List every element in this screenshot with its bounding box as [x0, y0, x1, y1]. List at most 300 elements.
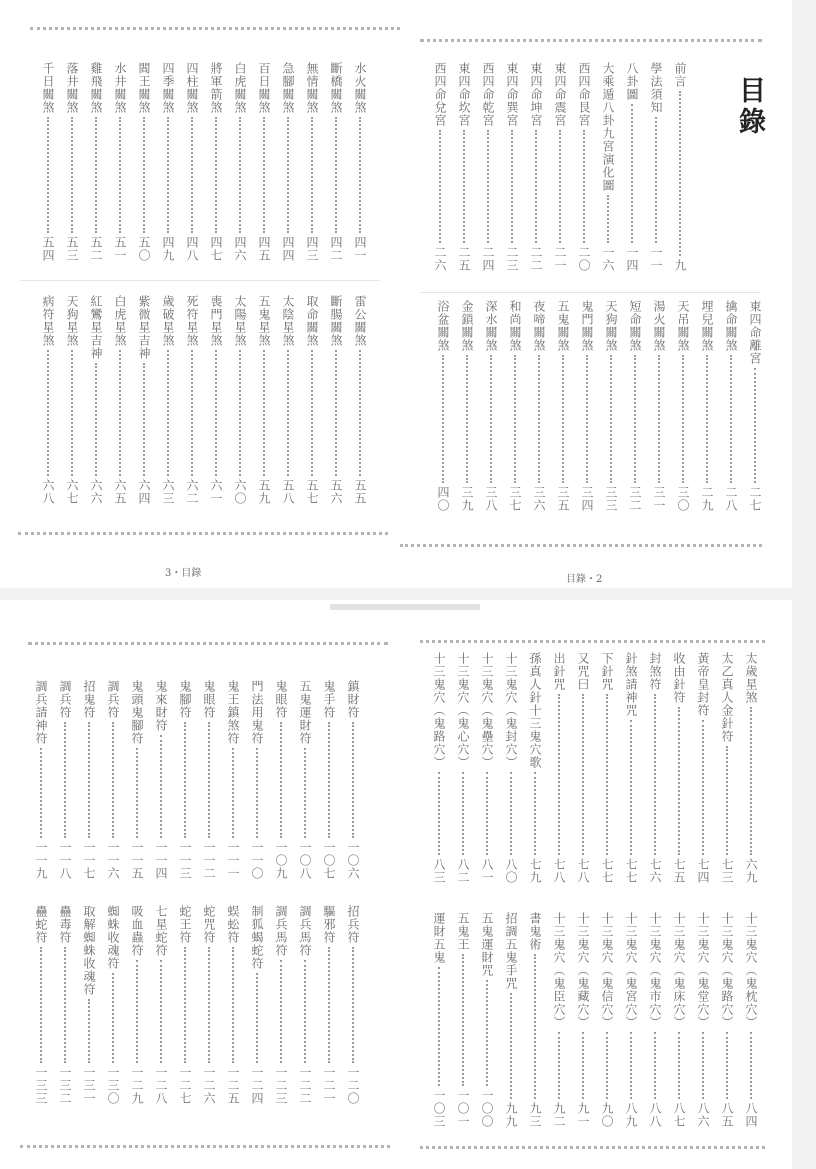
- toc-entry: [431, 300, 455, 512]
- toc-entry-title: 吸血蟲符: [130, 905, 144, 957]
- toc-entry: [599, 300, 623, 512]
- dot-leader: [359, 117, 361, 233]
- toc-entry-title: 金鎖關煞: [460, 300, 474, 352]
- toc-entry-title: 東四命震宮: [553, 62, 567, 127]
- toc-entry: [499, 652, 523, 884]
- toc-entry-title: 千日關煞: [41, 62, 55, 114]
- toc-entry: [523, 912, 547, 1128]
- dot-leader: [486, 772, 488, 855]
- toc-entry-page-number: 一二七: [178, 1066, 192, 1105]
- toc-entry-title: 下針咒: [600, 652, 614, 691]
- toc-entry-title: 夜啼關煞: [532, 300, 546, 352]
- toc-entry-title: 東四命坤宮: [529, 62, 543, 127]
- toc-entry-title: 大乘遁八卦九宮演化圖: [601, 62, 615, 192]
- toc-entry-title: 和尚關煞: [508, 300, 522, 352]
- dot-leader: [136, 960, 138, 1063]
- dot-leader: [702, 720, 704, 855]
- toc-entry: [132, 62, 156, 262]
- toc-entry: [527, 300, 551, 512]
- toc-entry-title: 死符星煞: [185, 295, 199, 347]
- toc-heading: 目錄: [734, 76, 765, 138]
- dot-leader: [280, 960, 282, 1063]
- toc-entry-page-number: 九〇: [600, 1102, 614, 1128]
- toc-entry-page-number: 七六: [648, 858, 662, 884]
- dot-leader: [630, 720, 632, 855]
- toc-entry: [293, 905, 317, 1105]
- toc-entry-title: 十三鬼穴（鬼藏穴）: [576, 912, 590, 1029]
- toc-entry: [197, 680, 221, 880]
- toc-entry-title: 斷腸關煞: [329, 295, 343, 347]
- toc-entry-title: 又咒曰: [576, 652, 590, 691]
- toc-entry-title: 無情關煞: [305, 62, 319, 114]
- toc-entry-title: 蛇咒符: [202, 905, 216, 944]
- dot-leader: [143, 117, 145, 233]
- toc-entry-page-number: 六一: [209, 479, 223, 505]
- toc-entry-title: 西四命乾宮: [481, 62, 495, 127]
- toc-entry-title: 十三鬼穴（鬼市穴）: [648, 912, 662, 1029]
- toc-entry-title: 紫微星吉神: [137, 295, 151, 360]
- dot-leader: [702, 1032, 704, 1099]
- toc-entry-page-number: 八三: [432, 858, 446, 884]
- toc-entry-title: 百日關煞: [257, 62, 271, 114]
- toc-entry-page-number: 一一五: [130, 841, 144, 880]
- toc-entry-page-number: 一三二: [58, 1066, 72, 1105]
- toc-entry: [53, 905, 77, 1105]
- dot-leader: [490, 355, 492, 483]
- dot-leader: [559, 130, 561, 243]
- toc-entry-page-number: 四三: [305, 236, 319, 262]
- top-ornament-border: [420, 640, 765, 647]
- dot-leader: [311, 117, 313, 233]
- dot-leader: [328, 722, 330, 838]
- toc-section-lower: [20, 905, 365, 1105]
- toc-entry-page-number: 二一: [553, 246, 567, 272]
- dot-leader: [304, 960, 306, 1063]
- toc-entry-title: 急腳關煞: [281, 62, 295, 114]
- toc-entry-page-number: 三二: [628, 486, 642, 512]
- dot-leader: [167, 350, 169, 476]
- dot-leader: [40, 947, 42, 1063]
- toc-entry-title: 調兵符: [58, 680, 72, 719]
- toc-entry-page-number: 六〇: [233, 479, 247, 505]
- dot-leader: [112, 722, 114, 838]
- dot-leader: [112, 973, 114, 1063]
- toc-entry-title: 招鬼符: [82, 680, 96, 719]
- toc-entry: [691, 912, 715, 1128]
- dot-leader: [143, 363, 145, 476]
- dot-leader: [208, 722, 210, 838]
- toc-entry-page-number: 一〇七: [322, 841, 336, 880]
- toc-entry: [36, 62, 60, 262]
- toc-entry: [451, 652, 475, 884]
- dot-leader: [678, 1032, 680, 1099]
- toc-entry-page-number: 一一二: [202, 841, 216, 880]
- toc-entry: [644, 62, 668, 272]
- toc-entry-page-number: 六二: [185, 479, 199, 505]
- toc-entry-title: 學法須知: [649, 62, 663, 114]
- dot-leader: [754, 368, 756, 483]
- toc-entry: [671, 300, 695, 512]
- toc-entry-page-number: 八一: [480, 858, 494, 884]
- toc-entry-page-number: 六九: [744, 858, 758, 884]
- toc-entry: [619, 912, 643, 1128]
- toc-entry-title: 運財五鬼: [432, 912, 446, 964]
- toc-entry-page-number: 一二三: [274, 1066, 288, 1105]
- toc-entry-title: 將軍箭煞: [209, 62, 223, 114]
- dot-leader: [47, 117, 49, 233]
- dot-leader: [510, 772, 512, 855]
- toc-entry-page-number: 二六: [433, 246, 447, 272]
- toc-entry-title: 調兵請神符: [34, 680, 48, 745]
- dot-leader: [88, 722, 90, 838]
- toc-section-upper: [20, 680, 365, 880]
- toc-entry-title: 取解蜘蛛收魂符: [82, 905, 96, 996]
- toc-entry-title: 閻王關煞: [137, 62, 151, 114]
- toc-entry-page-number: 四〇: [436, 486, 450, 512]
- toc-entry-page-number: 八五: [720, 1102, 734, 1128]
- toc-entry: [475, 652, 499, 884]
- dot-leader: [535, 130, 537, 243]
- toc-entry: [101, 680, 125, 880]
- toc-entry: [571, 912, 595, 1128]
- dot-leader: [606, 694, 608, 855]
- toc-entry: [29, 680, 53, 880]
- toc-entry: [643, 652, 667, 884]
- toc-entry-page-number: 七七: [600, 858, 614, 884]
- bottom-ornament-border: [400, 544, 762, 551]
- toc-entry: [149, 680, 173, 880]
- toc-entry-page-number: 一六: [601, 246, 615, 272]
- toc-entry: [60, 295, 84, 505]
- toc-entry-page-number: 一二一: [322, 1066, 336, 1105]
- dot-leader: [655, 117, 657, 243]
- toc-entry-title: 書鬼術: [528, 912, 542, 951]
- toc-entry-title: 埋兒關煞: [700, 300, 714, 352]
- toc-entry: [36, 295, 60, 505]
- toc-entry-title: 孫真人針十三鬼穴歌: [528, 652, 542, 769]
- dot-leader: [630, 1032, 632, 1099]
- dot-leader: [191, 117, 193, 233]
- toc-entry-page-number: 二五: [457, 246, 471, 272]
- toc-entry-page-number: 一二二: [298, 1066, 312, 1105]
- dot-leader: [184, 722, 186, 838]
- dot-leader: [208, 947, 210, 1063]
- toc-entry-page-number: 三四: [580, 486, 594, 512]
- viewer-edge-strip: [792, 0, 816, 1169]
- toc-entry: [300, 295, 324, 505]
- dot-leader: [263, 117, 265, 233]
- toc-entry: [197, 905, 221, 1105]
- toc-entry-title: 十三鬼穴（鬼宮穴）: [624, 912, 638, 1029]
- toc-entry-page-number: 三五: [556, 486, 570, 512]
- toc-entry-page-number: 八六: [696, 1102, 710, 1128]
- page-right: [400, 600, 792, 1169]
- toc-section-lower: [422, 300, 767, 512]
- dot-leader: [215, 350, 217, 476]
- toc-entry-title: 東四命巽宮: [505, 62, 519, 127]
- toc-entry-title: 病符星煞: [41, 295, 55, 347]
- dot-leader: [750, 707, 752, 855]
- toc-entry: [668, 62, 692, 272]
- toc-section-lower: [418, 912, 763, 1128]
- dot-leader: [442, 355, 444, 483]
- toc-entry: [324, 62, 348, 262]
- toc-entry-page-number: 七四: [696, 858, 710, 884]
- toc-entry: [173, 905, 197, 1105]
- page-footer: 目錄・2: [566, 574, 603, 585]
- toc-entry-title: 太陰星煞: [281, 295, 295, 347]
- dot-leader: [631, 104, 633, 243]
- toc-entry: [523, 652, 547, 884]
- toc-entry: [108, 295, 132, 505]
- dot-leader: [95, 363, 97, 476]
- dot-leader: [486, 980, 488, 1086]
- toc-entry-page-number: 一四: [625, 246, 639, 272]
- toc-entry-page-number: 五六: [329, 479, 343, 505]
- dot-leader: [654, 694, 656, 855]
- dot-leader: [658, 355, 660, 483]
- toc-entry-title: 水井關煞: [113, 62, 127, 114]
- toc-entry-page-number: 一一九: [34, 841, 48, 880]
- dot-leader: [328, 947, 330, 1063]
- toc-entry-title: 五鬼關煞: [556, 300, 570, 352]
- top-ornament-border: [420, 39, 762, 46]
- toc-entry-page-number: 二七: [748, 486, 762, 512]
- toc-entry-page-number: 四八: [185, 236, 199, 262]
- toc-entry-title: 黃帝皇封符: [696, 652, 710, 717]
- toc-entry-page-number: 一三〇: [106, 1066, 120, 1105]
- dot-leader: [654, 1032, 656, 1099]
- dot-leader: [64, 947, 66, 1063]
- toc-entry-page-number: 一一〇: [250, 841, 264, 880]
- toc-entry-title: 前言: [673, 62, 687, 88]
- toc-entry: [341, 680, 365, 880]
- toc-entry-title: 太乙真人金針符: [720, 652, 734, 743]
- toc-entry: [503, 300, 527, 512]
- toc-entry-title: 天吊關煞: [676, 300, 690, 352]
- dot-leader: [287, 350, 289, 476]
- spread-separator: [0, 588, 792, 600]
- dot-leader: [88, 999, 90, 1063]
- toc-entry: [479, 300, 503, 512]
- toc-entry-title: 白虎星煞: [113, 295, 127, 347]
- toc-entry: [324, 295, 348, 505]
- toc-entry-title: 歲破星煞: [161, 295, 175, 347]
- toc-entry: [739, 652, 763, 884]
- toc-section-lower: [22, 295, 372, 505]
- toc-entry-title: 雞飛關煞: [89, 62, 103, 114]
- toc-entry: [228, 62, 252, 262]
- toc-entry: [245, 905, 269, 1105]
- dot-leader: [119, 117, 121, 233]
- toc-entry-page-number: 三三: [604, 486, 618, 512]
- toc-entry-title: 太歲星煞: [744, 652, 758, 704]
- toc-entry-page-number: 一一四: [154, 841, 168, 880]
- toc-entry-page-number: 六八: [41, 479, 55, 505]
- toc-entry-page-number: 二四: [481, 246, 495, 272]
- toc-entry-page-number: 九一: [576, 1102, 590, 1128]
- toc-entry-page-number: 九九: [504, 1102, 518, 1128]
- toc-entry-page-number: 四九: [161, 236, 175, 262]
- toc-entry: [125, 905, 149, 1105]
- dot-leader: [730, 355, 732, 483]
- toc-section-upper: [422, 62, 692, 272]
- toc-entry: [551, 300, 575, 512]
- toc-entry-page-number: 五三: [65, 236, 79, 262]
- toc-entry-page-number: 八二: [456, 858, 470, 884]
- toc-entry-page-number: 三六: [532, 486, 546, 512]
- dot-leader: [538, 355, 540, 483]
- toc-entry-title: 十三鬼穴（鬼床穴）: [672, 912, 686, 1029]
- toc-entry: [620, 62, 644, 272]
- toc-entry-page-number: 七七: [624, 858, 638, 884]
- dot-leader: [562, 355, 564, 483]
- toc-entry: [173, 680, 197, 880]
- toc-entry-title: 針煞請神咒: [624, 652, 638, 717]
- toc-entry-title: 落井關煞: [65, 62, 79, 114]
- dot-leader: [239, 350, 241, 476]
- toc-entry-title: 調兵馬符: [298, 905, 312, 957]
- toc-entry: [317, 680, 341, 880]
- toc-entry-title: 五鬼王: [456, 912, 470, 951]
- dot-leader: [167, 117, 169, 233]
- toc-entry: [101, 905, 125, 1105]
- toc-entry: [132, 295, 156, 505]
- toc-entry-page-number: 四四: [281, 236, 295, 262]
- spread-1: [0, 0, 792, 588]
- toc-entry-title: 喪門星煞: [209, 295, 223, 347]
- toc-entry: [524, 62, 548, 272]
- dot-leader: [678, 707, 680, 855]
- toc-entry: [341, 905, 365, 1105]
- page-left: [0, 600, 400, 1169]
- dot-leader: [706, 355, 708, 483]
- dot-leader: [263, 350, 265, 476]
- toc-section-upper: [22, 62, 372, 262]
- toc-entry: [204, 295, 228, 505]
- spread-2: [0, 600, 792, 1169]
- toc-entry-page-number: 八八: [648, 1102, 662, 1128]
- dot-leader: [462, 772, 464, 855]
- toc-entry-title: 鬼門關煞: [580, 300, 594, 352]
- dot-leader: [95, 117, 97, 233]
- toc-entry: [156, 62, 180, 262]
- dot-leader: [71, 117, 73, 233]
- toc-entry-page-number: 六五: [113, 479, 127, 505]
- toc-entry-page-number: 三七: [508, 486, 522, 512]
- dot-leader: [462, 954, 464, 1086]
- toc-entry-page-number: 一二八: [154, 1066, 168, 1105]
- dot-leader: [256, 973, 258, 1063]
- toc-entry-title: 十三鬼穴（鬼枕穴）: [744, 912, 758, 1029]
- toc-entry-title: 浴盆關煞: [436, 300, 450, 352]
- toc-entry: [476, 62, 500, 272]
- toc-entry-page-number: 五九: [257, 479, 271, 505]
- toc-entry-page-number: 二九: [700, 486, 714, 512]
- toc-entry-page-number: 一〇六: [346, 841, 360, 880]
- toc-entry-page-number: 一三一: [82, 1066, 96, 1105]
- toc-entry-page-number: 五八: [281, 479, 295, 505]
- dot-leader: [232, 748, 234, 838]
- dot-leader: [352, 722, 354, 838]
- toc-entry: [300, 62, 324, 262]
- toc-entry-title: 十三鬼穴（鬼臣穴）: [552, 912, 566, 1029]
- dot-leader: [160, 960, 162, 1063]
- toc-entry-page-number: 九二: [552, 1102, 566, 1128]
- dot-leader: [558, 694, 560, 855]
- bottom-ornament-border: [20, 1145, 390, 1152]
- dot-leader: [726, 1032, 728, 1099]
- dot-leader: [726, 746, 728, 855]
- toc-entry-page-number: 二二: [529, 246, 543, 272]
- dot-leader: [558, 1032, 560, 1099]
- toc-entry: [276, 295, 300, 505]
- toc-entry: [667, 652, 691, 884]
- toc-entry-title: 斷橋關煞: [329, 62, 343, 114]
- dot-leader: [191, 350, 193, 476]
- toc-entry: [623, 300, 647, 512]
- toc-entry-title: 五鬼星煞: [257, 295, 271, 347]
- dot-leader: [510, 993, 512, 1099]
- dot-leader: [287, 117, 289, 233]
- toc-entry-title: 鬼頭鬼腳符: [130, 680, 144, 745]
- dot-leader: [511, 130, 513, 243]
- toc-entry: [548, 62, 572, 272]
- toc-entry-page-number: 一二九: [130, 1066, 144, 1105]
- toc-entry-page-number: 七五: [672, 858, 686, 884]
- toc-entry-page-number: 一二六: [202, 1066, 216, 1105]
- toc-entry-page-number: 七八: [576, 858, 590, 884]
- toc-entry: [428, 62, 452, 272]
- toc-entry-title: 擒命關煞: [724, 300, 738, 352]
- toc-entry-title: 十三鬼穴（鬼路穴）: [432, 652, 446, 769]
- toc-entry-title: 招兵符: [346, 905, 360, 944]
- dot-leader: [215, 117, 217, 233]
- dot-leader: [534, 772, 536, 855]
- toc-entry: [125, 680, 149, 880]
- toc-entry-page-number: 九: [673, 259, 687, 272]
- toc-entry-title: 鬼眼符: [202, 680, 216, 719]
- toc-entry-title: 出針咒: [552, 652, 566, 691]
- dot-leader: [606, 1032, 608, 1099]
- toc-entry: [595, 652, 619, 884]
- dot-leader: [119, 350, 121, 476]
- toc-section-upper: [418, 652, 763, 884]
- toc-entry-page-number: 一〇三: [432, 1089, 446, 1128]
- toc-entry-page-number: 八〇: [504, 858, 518, 884]
- toc-entry: [221, 905, 245, 1105]
- toc-entry-page-number: 八九: [624, 1102, 638, 1128]
- toc-entry: [156, 295, 180, 505]
- toc-entry-title: 雷公關煞: [353, 295, 367, 347]
- dot-leader: [256, 748, 258, 838]
- toc-entry-title: 蛇王符: [178, 905, 192, 944]
- toc-entry-page-number: 六六: [89, 479, 103, 505]
- dot-leader: [439, 130, 441, 243]
- toc-entry-title: 十三鬼穴（鬼壘穴）: [480, 652, 494, 769]
- toc-entry: [715, 652, 739, 884]
- toc-entry: [575, 300, 599, 512]
- bottom-ornament-border: [18, 532, 388, 539]
- toc-entry-page-number: 一一六: [106, 841, 120, 880]
- toc-entry: [348, 295, 372, 505]
- toc-entry: [647, 300, 671, 512]
- toc-entry-page-number: 四七: [209, 236, 223, 262]
- toc-entry-title: 天狗星煞: [65, 295, 79, 347]
- toc-entry-page-number: 一一三: [178, 841, 192, 880]
- toc-entry-title: 西四命艮宮: [577, 62, 591, 127]
- toc-entry-page-number: 六三: [161, 479, 175, 505]
